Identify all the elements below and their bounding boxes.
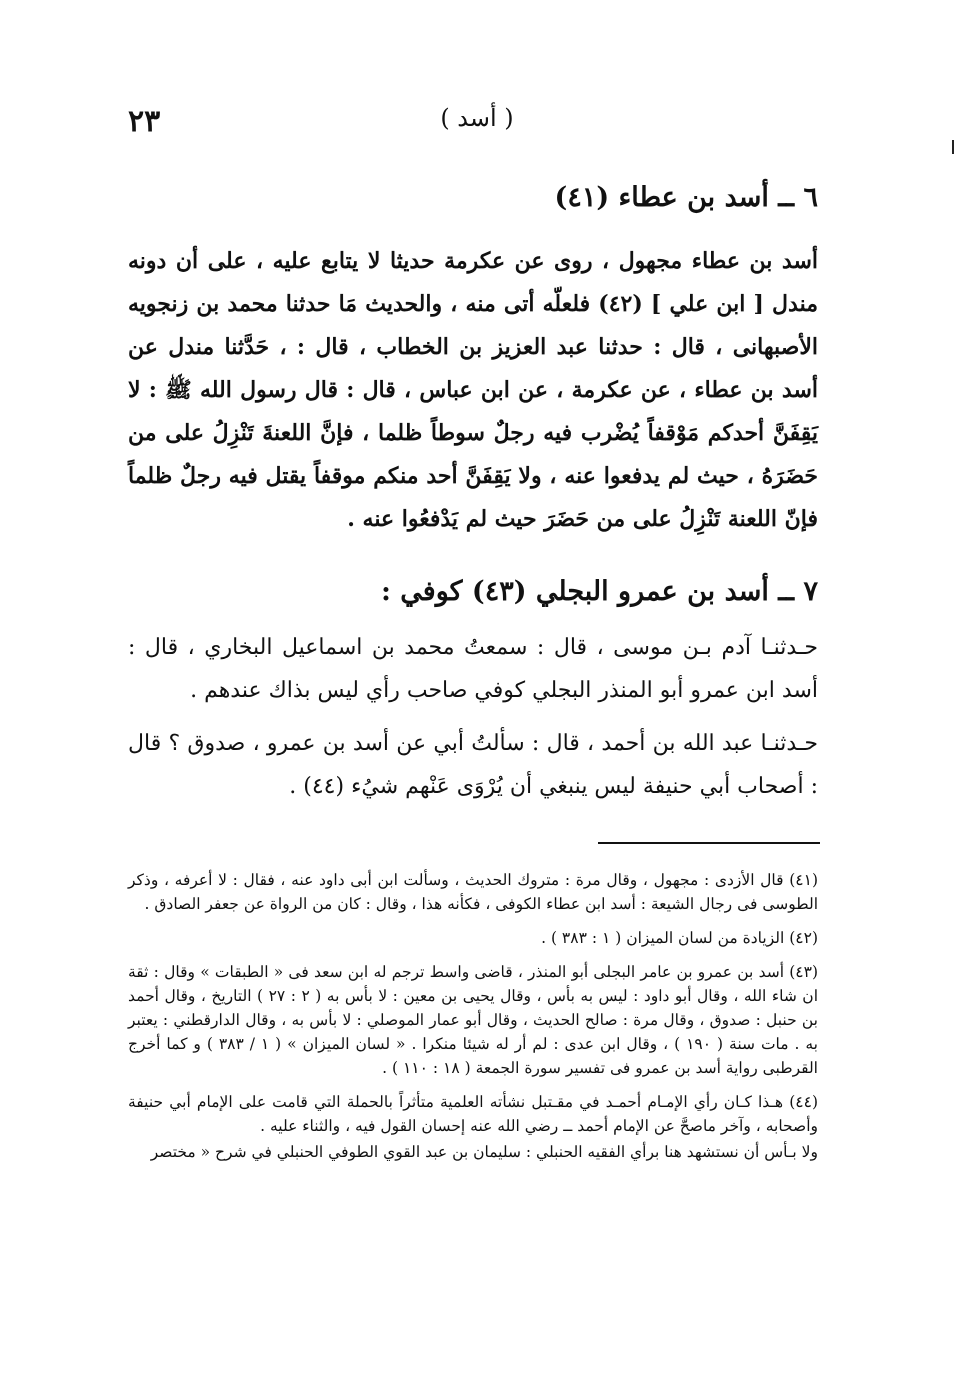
running-head: ( أسد ) (440, 104, 514, 132)
entry-paragraph: حـدثنـا آدم بـن موسى ، قال : سمعتُ محمد بن اسماعيل البخاري ، قال : أسد ابن عمرو أبو المنذر البجلي كوفي صاحب رأي ليس بذاك عندهم . (128, 635, 818, 703)
entry-title: ٧ ــ أسد بن عمرو البجلي (٤٣) كوفي : (380, 576, 818, 607)
footnote: ولا بـأس أن نستشهد هنا برأي الفقيه الحنبلي : سليمان بن عبد القوي الطوفي الحنبلي في شرح « مختصر (150, 1143, 818, 1161)
page-header (0, 100, 954, 140)
entry-paragraph: حـدثنـا عبد الله بن أحمد ، قال : سألتُ أبي عن أسد بن عمرو ، صدوق ؟ قال : أصحاب أبي حنيفة ليس ينبغي أن يُرْوَى عَنْهم شيُء (٤٤) . (128, 731, 818, 799)
footnote: (٤٤) هـذا كـان رأي الإمـام أحمـد في مقـتبل نشأته العلمية متأثراً بالحملة التي قامت على الإمام أبي حنيفة وأصحابه ، وآخر ماصحَّ عن الإمام أحمد ــ رضي الله عنه إحسان القول فيه ، والثناء عليه . (128, 1093, 818, 1135)
footnote: (٤٣) أسد بن عمرو بن عامر البجلى أبو المنذر ، قاضى واسط ترجم له ابن سعد فى « الطبقات » وقال : ثقة ان شاء الله ، وقال أبو داود : ليس به بأس ، وقال يحيى بن معين : لا بأس به ( ٢ : ٢٧ ) التاريخ ، وقال أحمد بن حنبل : صدوق ، وقال مرة : صالح الحديث ، وقال أبو عمار الموصلي : لا بأس به ، وقال الدارقطني : يعتبر به . مات سنة ( ١٩٠ ) ، وقال ابن عدى : لم أر له شيئا منكرا . « لسان الميزان » ( ١ / ٣٨٣ ) و كما أخرج القرطبى رواية أسد بن عمرو فى تفسير سورة الجمعة ( ١٨ : ١١٠ ) . (128, 963, 819, 1077)
footnote: (٤٢) الزيادة من لسان الميزان ( ١ : ٣٨٣ ) . (541, 929, 818, 947)
page-number: ٢٣ (128, 104, 161, 139)
entry-7 (128, 570, 818, 808)
footnote: (٤١) قال الأزدى : مجهول ، وقال مرة : متروك الحديث ، وسألت ابن أبى داود عنه ، فقال : لا أعرفه ، وذكر الطوسى فى رجال الشيعة : أسد ابن عطاء الكوفى ، فكأنه هذا ، وقال : كان من الرواة عن جعفر الصادق . (128, 871, 818, 913)
entry-title: ٦ ــ أسد بن عطاء (٤١) (554, 182, 818, 213)
entry-6 (128, 176, 818, 541)
entry-paragraph: أسد بن عطاء مجهول ، روى عن عكرمة حديثا لا يتابع عليه ، على أن دونه مندل [ ابن علي ] (٤٢) فلعلّه أتى منه ، والحديث مَا حدثنا محمد بن زنجويه الأصبهانى ، قال : حدثنا عبد العزيز بن الخطاب ، قال : ، حَدَّثنا مندل عن أسد بن عطاء ، عن عكرمة ، عن ابن عباس ، قال : قال رسول الله ﷺ : لا يَقِفَنَّ أحدكم مَوْقفاً يُضْرب فيه رجلٌ سوطاً ظلما ، فإنَّ اللعنةَ تَنْزِلُ على من حَضَرَهُ ، حيث لم يدفعوا عنه ، ولا يَقِفَنَّ أحد منكم موقفاً يقتل فيه رجلٌ ظلماً فإنّ اللعنة تَنْزِلُ على من حَضَرَ حيث لم يَدْفعُوا عنه . (128, 248, 818, 532)
footnote-separator (598, 842, 820, 844)
footnotes (128, 868, 818, 1174)
